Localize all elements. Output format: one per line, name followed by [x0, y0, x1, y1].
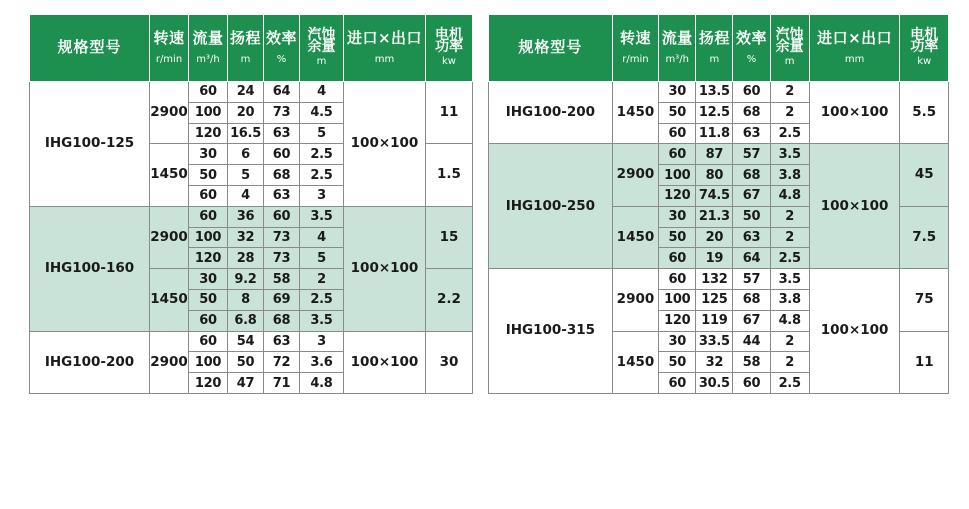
flow-cell: 60 — [659, 123, 696, 144]
spec-table-left — [29, 14, 473, 394]
head-cell: 119 — [696, 310, 733, 331]
flow-cell: 30 — [659, 206, 696, 227]
npsh-cell: 2 — [770, 352, 809, 373]
flow-cell: 50 — [659, 227, 696, 248]
efficiency-cell: 58 — [733, 352, 770, 373]
efficiency-cell: 69 — [264, 289, 300, 310]
head-cell: 20 — [228, 102, 264, 123]
flow-cell: 30 — [659, 331, 696, 352]
efficiency-cell: 73 — [264, 102, 300, 123]
npsh-cell: 2 — [770, 102, 809, 123]
flow-cell: 50 — [659, 102, 696, 123]
efficiency-cell: 63 — [733, 227, 770, 248]
flow-cell: 30 — [659, 82, 696, 103]
head-cell: 24 — [228, 82, 264, 103]
speed-cell: 2900 — [150, 331, 189, 393]
head-cell: 8 — [228, 289, 264, 310]
speed-cell: 1450 — [612, 82, 658, 144]
npsh-cell: 2.5 — [770, 123, 809, 144]
efficiency-cell: 44 — [733, 331, 770, 352]
port-cell: 100×100 — [344, 331, 426, 393]
flow-cell: 60 — [659, 248, 696, 269]
speed-cell: 1450 — [612, 206, 658, 268]
npsh-cell: 3.5 — [770, 144, 809, 165]
header-port: 进口×出口 mm — [809, 15, 900, 82]
table-row — [489, 144, 949, 165]
npsh-cell: 5 — [300, 123, 344, 144]
header-npsh: 汽蚀 余量 m — [770, 15, 809, 82]
head-cell: 32 — [696, 352, 733, 373]
table-row — [489, 269, 949, 290]
efficiency-cell: 64 — [733, 248, 770, 269]
port-cell: 100×100 — [344, 82, 426, 207]
flow-cell: 120 — [189, 123, 228, 144]
header-efficiency: 效率 % — [264, 15, 300, 82]
npsh-cell: 3 — [300, 331, 344, 352]
flow-cell: 50 — [189, 289, 228, 310]
table-row — [30, 206, 473, 227]
port-cell: 100×100 — [344, 206, 426, 331]
head-cell: 87 — [696, 144, 733, 165]
flow-cell: 60 — [189, 82, 228, 103]
flow-cell: 60 — [189, 185, 228, 206]
head-cell: 9.2 — [228, 269, 264, 290]
npsh-cell: 3 — [300, 185, 344, 206]
efficiency-cell: 63 — [264, 123, 300, 144]
npsh-cell: 4 — [300, 82, 344, 103]
speed-cell: 1450 — [150, 269, 189, 331]
head-cell: 54 — [228, 331, 264, 352]
head-cell: 47 — [228, 373, 264, 394]
flow-cell: 120 — [189, 248, 228, 269]
npsh-cell: 3.5 — [300, 310, 344, 331]
flow-cell: 60 — [189, 331, 228, 352]
table-row — [30, 331, 473, 352]
flow-cell: 60 — [189, 206, 228, 227]
efficiency-cell: 71 — [264, 373, 300, 394]
power-cell: 5.5 — [900, 82, 949, 144]
power-cell: 11 — [900, 331, 949, 393]
head-cell: 19 — [696, 248, 733, 269]
header-head: 扬程 m — [696, 15, 733, 82]
header-power: 电机 功率 kw — [900, 15, 949, 82]
flow-cell: 30 — [189, 269, 228, 290]
header-flow: 流量 m³/h — [659, 15, 696, 82]
efficiency-cell: 73 — [264, 227, 300, 248]
npsh-cell: 2 — [770, 206, 809, 227]
npsh-cell: 3.8 — [770, 289, 809, 310]
head-cell: 80 — [696, 165, 733, 186]
speed-cell: 2900 — [612, 269, 658, 331]
efficiency-cell: 57 — [733, 144, 770, 165]
power-cell: 7.5 — [900, 206, 949, 268]
flow-cell: 100 — [189, 227, 228, 248]
model-cell: IHG100-200 — [30, 331, 150, 393]
npsh-cell: 3.5 — [770, 269, 809, 290]
npsh-cell: 2 — [770, 227, 809, 248]
efficiency-cell: 68 — [733, 165, 770, 186]
speed-cell: 2900 — [150, 206, 189, 268]
efficiency-cell: 68 — [733, 102, 770, 123]
power-cell: 15 — [426, 206, 473, 268]
table-header — [489, 15, 949, 82]
spec-table-right — [488, 14, 949, 394]
efficiency-cell: 60 — [264, 206, 300, 227]
flow-cell: 60 — [659, 144, 696, 165]
efficiency-cell: 58 — [264, 269, 300, 290]
head-cell: 13.5 — [696, 82, 733, 103]
flow-cell: 120 — [659, 185, 696, 206]
npsh-cell: 2 — [300, 269, 344, 290]
power-cell: 75 — [900, 269, 949, 331]
efficiency-cell: 63 — [264, 185, 300, 206]
power-cell: 1.5 — [426, 144, 473, 206]
power-cell: 45 — [900, 144, 949, 206]
head-cell: 12.5 — [696, 102, 733, 123]
header-power: 电机 功率 kw — [426, 15, 473, 82]
power-cell: 11 — [426, 82, 473, 144]
header-model: 规格型号 — [30, 15, 150, 82]
model-cell: IHG100-160 — [30, 206, 150, 331]
npsh-cell: 5 — [300, 248, 344, 269]
port-cell: 100×100 — [809, 269, 900, 394]
efficiency-cell: 64 — [264, 82, 300, 103]
flow-cell: 100 — [189, 352, 228, 373]
head-cell: 132 — [696, 269, 733, 290]
head-cell: 36 — [228, 206, 264, 227]
npsh-cell: 2 — [770, 82, 809, 103]
head-cell: 11.8 — [696, 123, 733, 144]
power-cell: 30 — [426, 331, 473, 393]
port-cell: 100×100 — [809, 144, 900, 269]
npsh-cell: 4.8 — [300, 373, 344, 394]
npsh-cell: 4.8 — [770, 310, 809, 331]
efficiency-cell: 72 — [264, 352, 300, 373]
header-speed: 转速 r/min — [612, 15, 658, 82]
npsh-cell: 3.6 — [300, 352, 344, 373]
npsh-cell: 2.5 — [300, 144, 344, 165]
port-cell: 100×100 — [809, 82, 900, 144]
flow-cell: 50 — [659, 352, 696, 373]
head-cell: 16.5 — [228, 123, 264, 144]
npsh-cell: 2.5 — [770, 373, 809, 394]
head-cell: 30.5 — [696, 373, 733, 394]
head-cell: 33.5 — [696, 331, 733, 352]
power-cell: 2.2 — [426, 269, 473, 331]
head-cell: 6 — [228, 144, 264, 165]
flow-cell: 120 — [189, 373, 228, 394]
header-flow: 流量 m³/h — [189, 15, 228, 82]
efficiency-cell: 60 — [733, 373, 770, 394]
npsh-cell: 4.8 — [770, 185, 809, 206]
npsh-cell: 3.8 — [770, 165, 809, 186]
speed-cell: 1450 — [150, 144, 189, 206]
head-cell: 125 — [696, 289, 733, 310]
head-cell: 21.3 — [696, 206, 733, 227]
efficiency-cell: 68 — [264, 165, 300, 186]
efficiency-cell: 57 — [733, 269, 770, 290]
npsh-cell: 2.5 — [770, 248, 809, 269]
speed-cell: 2900 — [150, 82, 189, 144]
head-cell: 28 — [228, 248, 264, 269]
npsh-cell: 4 — [300, 227, 344, 248]
flow-cell: 60 — [659, 373, 696, 394]
npsh-cell: 2.5 — [300, 165, 344, 186]
head-cell: 6.8 — [228, 310, 264, 331]
flow-cell: 100 — [659, 289, 696, 310]
table-row — [30, 82, 473, 103]
header-npsh: 汽蚀 余量 m — [300, 15, 344, 82]
head-cell: 74.5 — [696, 185, 733, 206]
model-cell: IHG100-125 — [30, 82, 150, 207]
head-cell: 20 — [696, 227, 733, 248]
model-cell: IHG100-200 — [489, 82, 613, 144]
speed-cell: 1450 — [612, 331, 658, 393]
header-efficiency: 效率 % — [733, 15, 770, 82]
npsh-cell: 3.5 — [300, 206, 344, 227]
efficiency-cell: 50 — [733, 206, 770, 227]
flow-cell: 100 — [659, 165, 696, 186]
efficiency-cell: 63 — [733, 123, 770, 144]
efficiency-cell: 73 — [264, 248, 300, 269]
header-head: 扬程 m — [228, 15, 264, 82]
header-port: 进口×出口 mm — [344, 15, 426, 82]
efficiency-cell: 67 — [733, 310, 770, 331]
table-header — [30, 15, 473, 82]
speed-cell: 2900 — [612, 144, 658, 206]
flow-cell: 100 — [189, 102, 228, 123]
head-cell: 5 — [228, 165, 264, 186]
efficiency-cell: 68 — [733, 289, 770, 310]
head-cell: 50 — [228, 352, 264, 373]
flow-cell: 30 — [189, 144, 228, 165]
head-cell: 4 — [228, 185, 264, 206]
flow-cell: 60 — [659, 269, 696, 290]
flow-cell: 60 — [189, 310, 228, 331]
efficiency-cell: 63 — [264, 331, 300, 352]
efficiency-cell: 60 — [264, 144, 300, 165]
efficiency-cell: 68 — [264, 310, 300, 331]
npsh-cell: 2.5 — [300, 289, 344, 310]
flow-cell: 120 — [659, 310, 696, 331]
header-speed: 转速 r/min — [150, 15, 189, 82]
flow-cell: 50 — [189, 165, 228, 186]
table-row — [489, 82, 949, 103]
npsh-cell: 2 — [770, 331, 809, 352]
head-cell: 32 — [228, 227, 264, 248]
npsh-cell: 4.5 — [300, 102, 344, 123]
efficiency-cell: 67 — [733, 185, 770, 206]
efficiency-cell: 60 — [733, 82, 770, 103]
model-cell: IHG100-250 — [489, 144, 613, 269]
model-cell: IHG100-315 — [489, 269, 613, 394]
header-model: 规格型号 — [489, 15, 613, 82]
